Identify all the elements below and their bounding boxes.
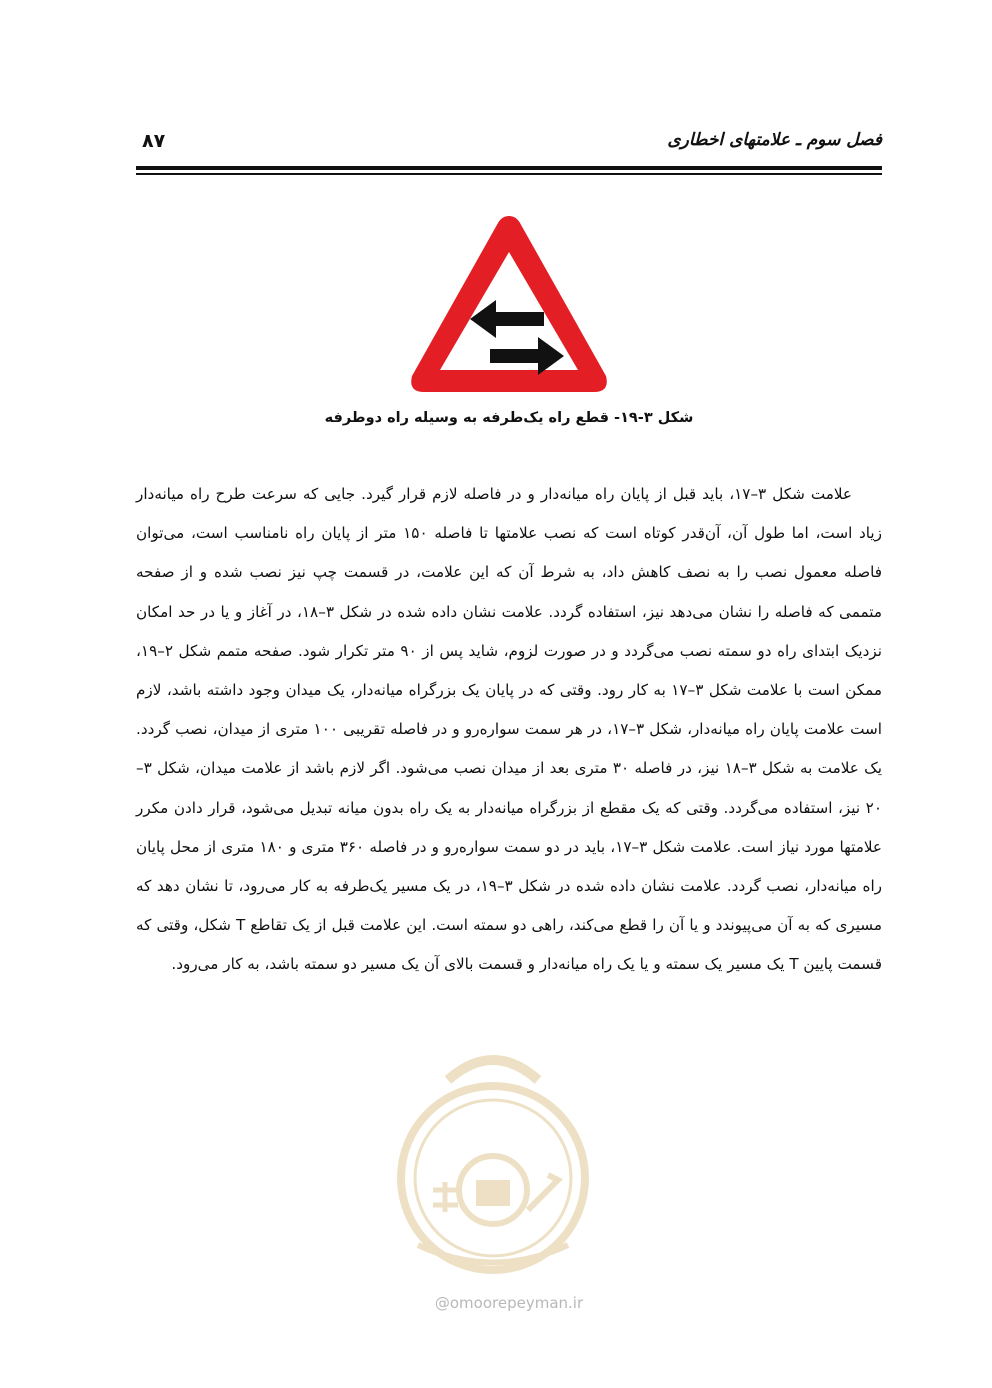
watermark-site: @omoorepeyman.ir bbox=[434, 1294, 584, 1312]
body-text bbox=[136, 475, 882, 985]
chapter-title: فصل سوم ـ علامتهای اخطاری bbox=[667, 130, 882, 150]
header-rule-thin bbox=[136, 173, 882, 175]
omoorepeyman-seal-watermark-icon bbox=[388, 1040, 598, 1280]
two-way-traffic-warning-triangle-icon bbox=[406, 210, 612, 398]
body-paragraph: علامت شکل ۳–۱۷، باید قبل از پایان راه میانه‌دار و در فاصله لازم قرار گیرد. جایی که سرعت طرح راه میانه‌دار زیاد است، اما طول آن، آن‌قدر کوتاه است که نصب علامتها تا فاصله ۱۵۰ متر از پایان راه نامناسب است، می‌توان فاصله معمول نصب را به نصف کاهش داد، به شرط آن که این علامت، در قسمت چپ نیز نصب شده و از صفحه متممی که فاصله را نشان می‌دهد نیز، استفاده گردد. علامت نشان داده شده در شکل ۳–۱۸، در آغاز و یا در حد امکان نزدیک ابتدای راه دو سمته نصب می‌گردد و در صورت لزوم، شاید پس از ۹۰ متر تکرار شود. صفحه متمم شکل ۲–۱۹، ممکن است با علامت شکل ۳–۱۷ به کار رود. وقتی که در پایان یک بزرگراه میانه‌دار، یک میدان وجود داشته باشد، لازم است علامت پایان راه میانه‌دار، شکل ۳–۱۷، در هر سمت سواره‌رو و در فاصله تقریبی ۱۰۰ متری از میدان، نصب گردد. یک علامت به شکل ۳–۱۸ نیز، در فاصله ۳۰ متری بعد از میدان نصب می‌شود. اگر لازم باشد از علامت میدان، شکل ۳–۲۰ نیز، استفاده می‌گردد. وقتی که یک مقطع از بزرگراه میانه‌دار به یک راه بدون میانه تبدیل می‌شود، قرار دادن مکرر علامتها مورد نیاز است. علامت شکل ۳–۱۷، باید در دو سمت سواره‌رو و در فاصله ۳۶۰ متری و ۱۸۰ متری از محل پایان راه میانه‌دار، نصب گردد. علامت نشان داده شده در شکل ۳–۱۹، در یک مسیر یک‌طرفه به کار می‌رود، تا نشان دهد که مسیری که به آن می‌پیوندد و یا آن را قطع می‌کند، راهی دو سمته است. این علامت قبل از یک تقاطع T شکل، وقتی که قسمت پایین T یک مسیر یک سمته و یا یک راه میانه‌دار و قسمت بالای آن یک مسیر دو سمته باشد، به کار می‌رود. bbox=[136, 485, 883, 974]
page-header bbox=[136, 120, 882, 160]
header-rule-thick bbox=[136, 166, 882, 170]
figure-caption: شکل ۳-۱۹- قطع راه یک‌طرفه به وسیله راه دوطرفه bbox=[324, 410, 694, 426]
page-number: ۸۷ bbox=[142, 130, 166, 152]
